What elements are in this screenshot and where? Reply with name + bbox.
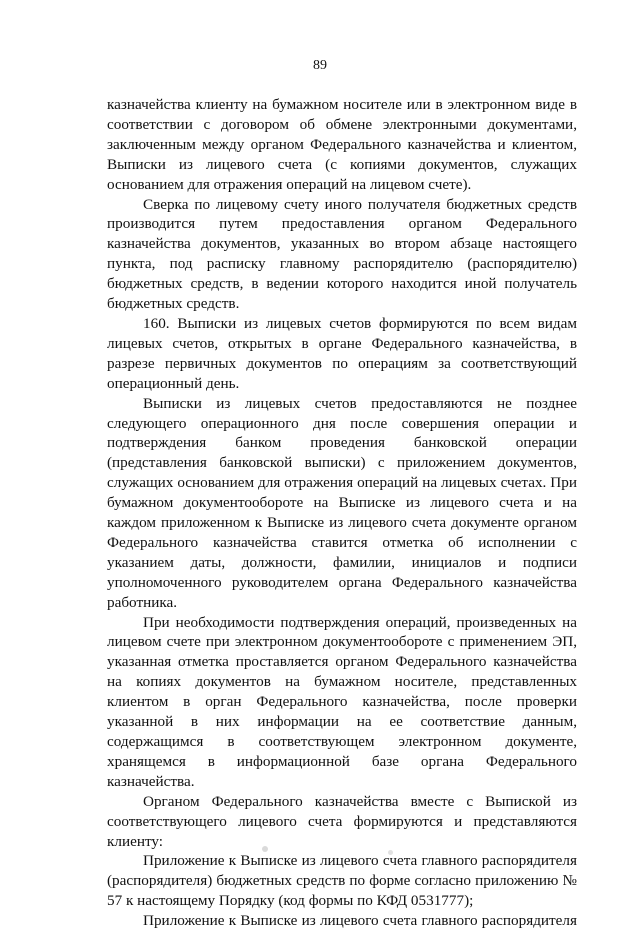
paragraph-statements-deadline: Выписки из лицевых счетов предоставляются не позднее следующего операционного дня после совершения операции и подтверждения банком проведения банковской операции (представления банковской выписки) с приложением документов, служащих основанием для отражения операций на лицевых счетах. При бумажном документообороте на Выписке из лицевого счета и на каждом приложенном к Выписке из лицевого счета документе органом Федерального казначейства ставится отметка об исполнении с указанием даты, должности, фамилии, инициалов и подписи уполномоченного руководителем органа Федерального казначейства работника.	[107, 394, 577, 611]
scan-speck	[388, 850, 393, 855]
paragraph-reconciliation: Сверка по лицевому счету иного получателя бюджетных средств производится путем предоставления органом Федерального казначейства документов, указанных во втором абзаце настоящего пункта, под расписку главному распорядителю (распорядителю) бюджетных средств, в ведении которого находится иной получатель бюджетных средств.	[107, 195, 577, 313]
paragraph-clause-160: 160. Выписки из лицевых счетов формируются по всем видам лицевых счетов, открытых в органе Федерального казначейства, в разрезе первичных документов по операциям за соответствующий операционный день.	[107, 314, 577, 392]
paragraph-attachments-intro: Органом Федерального казначейства вместе с Выпиской из соответствующего лицевого счета формируются и представляются клиенту:	[107, 792, 577, 850]
paragraph-attachment-57: Приложение к Выписке из лицевого счета главного распорядителя (распорядителя) бюджетных средств по форме согласно приложению № 57 к настоящему Порядку (код формы по КФД 0531777);	[107, 852, 577, 910]
paragraph-attachment-next: Приложение к Выписке из лицевого счета главного распорядителя	[143, 912, 577, 930]
page-number: 89	[313, 58, 327, 73]
scan-speck	[262, 846, 268, 852]
paragraph-continuation: казначейства клиенту на бумажном носителе или в электронном виде в соответствии с договором об обмене электронными документами, заключенным между органом Федерального казначейства и клиентом, Выписки из лицевого счета (с копиями документов, служащих основанием для отражения операций на лицевом счете).	[107, 96, 577, 193]
document-body	[107, 95, 577, 931]
paragraph-electronic-confirmation: При необходимости подтверждения операций, произведенных на лицевом счете при электронном документообороте с применением ЭП, указанная отметка проставляется органом Федерального казначейства на копиях документов на бумажном носителе, представленных клиентом в орган Федерального казначейства, после проверки указанной в них информации на ее соответствие данным, содержащимся в соответствующем электронном документе, хранящемся в информационной базе органа Федерального казначейства.	[107, 613, 577, 790]
